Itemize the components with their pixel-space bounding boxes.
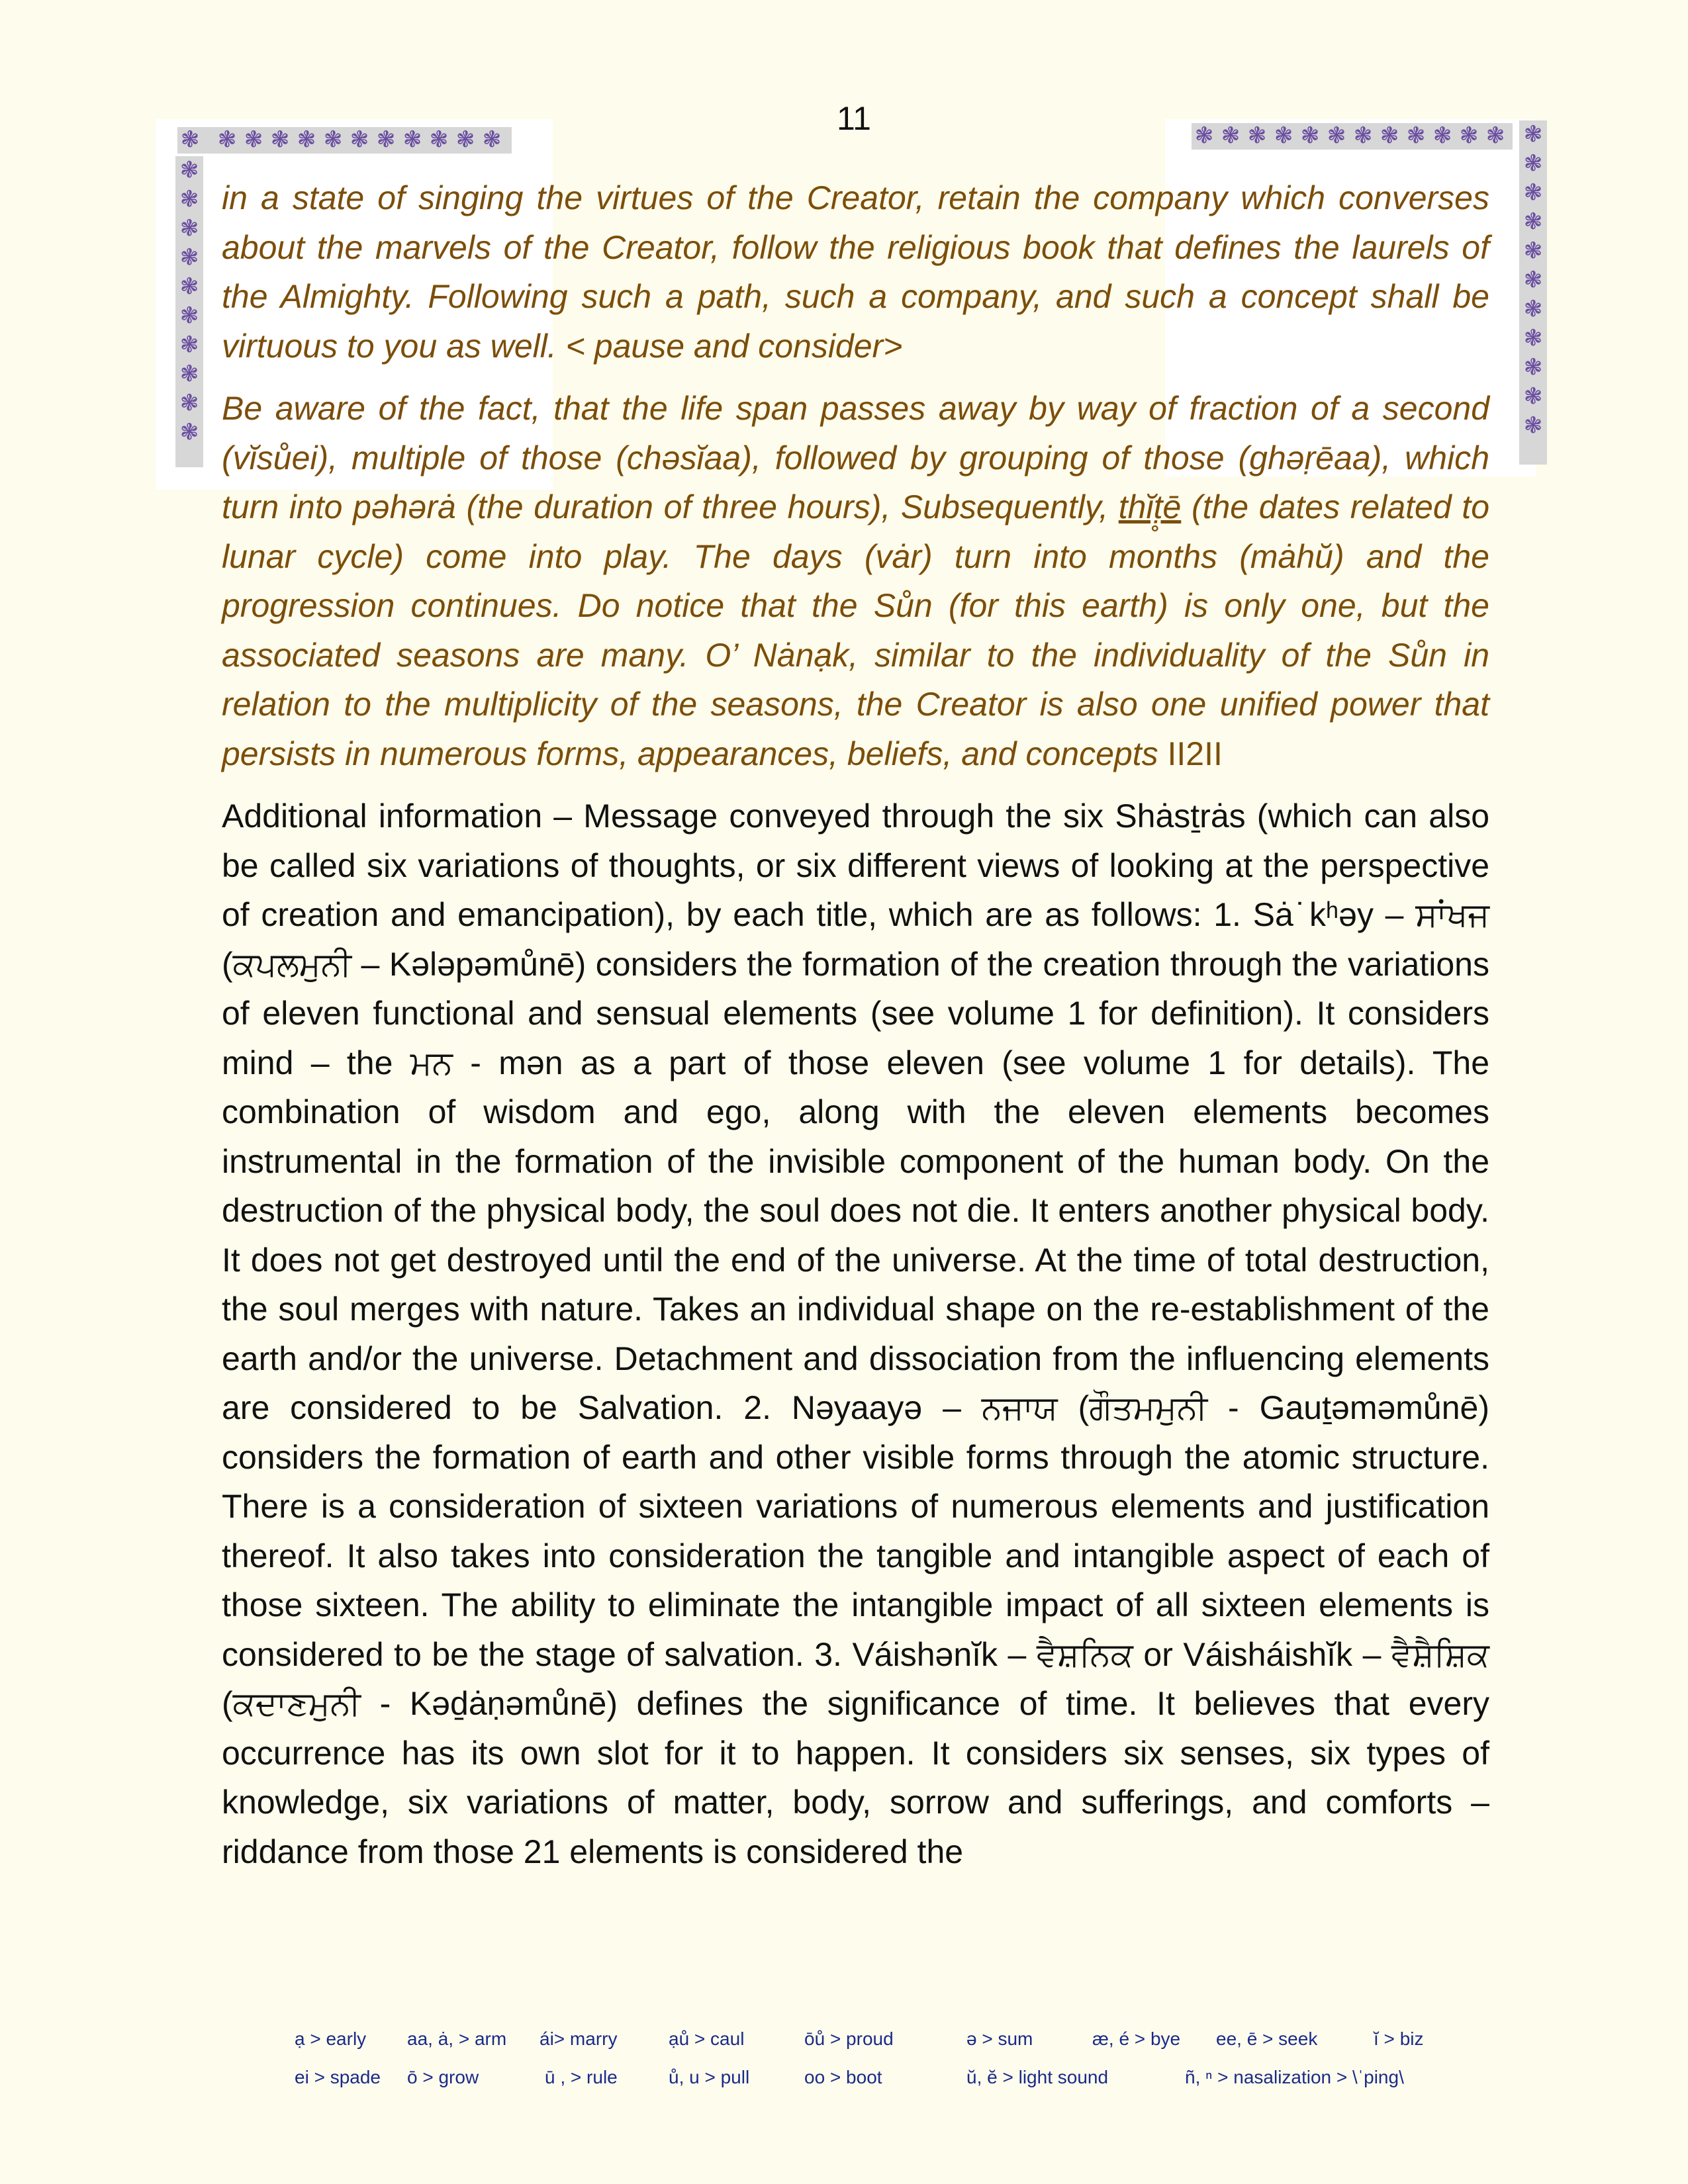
legend-row-2 bbox=[295, 2067, 1486, 2105]
legend-item: ə > sum bbox=[966, 2028, 1033, 2049]
star-icon: ❃ bbox=[1274, 122, 1293, 149]
legend-item: ō > grow bbox=[407, 2067, 479, 2087]
page-number: 11 bbox=[837, 100, 871, 137]
star-icon: ❃ bbox=[179, 390, 199, 416]
star-icon: ❃ bbox=[179, 332, 199, 358]
legend-item: ů, u > pull bbox=[669, 2067, 750, 2087]
star-icon: ❃ bbox=[179, 302, 199, 329]
paragraph-additional-info: Additional information – Message conveyed through the six Shȧsṯrȧs (which can also be called six variations of thoughts, or six different views of looking at the perspective of creation and emancipation), by each title, which are as follows: 1. Sȧ˙kʰəy – ਸਾਂਖਜ (ਕਪਲਮੁਨੀ – Kələpəmůnē) considers the formation of the creation through the variations of eleven functional and sensual elements (see volume 1 for definition). It considers mind – the ਮਨ - mən as a part of those eleven (see volume 1 for details). The combination of wisdom and ego, along with the eleven elements becomes instrumental in the formation of the invisible component of the human body. On the destruction of the physical body, the soul does not die. It enters another physical body. It does not get destroyed until the end of the universe. At the time of total destruction, the soul merges with nature. Takes an individual shape on the re-establishment of the earth and/or the universe. Detachment and dissociation from the influencing elements are considered to be Salvation. 2. Nəyaayə – ਨਜਾਯ (ਗੌਤਮਮੁਨੀ - Gauṯəməmůnē) considers the formation of earth and other visible forms through the atomic structure. There is a consideration of sixteen variations of numerous elements and justification thereof. It also takes into consideration the tangible and intangible aspect of each of those sixteen. The ability to eliminate the intangible impact of all sixteen elements is considered to be the stage of salvation. 3. Váishənĭk – ਵੈਸ਼ਨਿਕ or Váisháishĭk – ਵੈਸ਼ੈਸ਼ਿਕ (ਕਦਾਣਮੁਨੀ - Kəḏȧṇəmůnē) defines the significance of time. It believes that every occurrence has its own slot for it to happen. It considers six senses, six types of knowledge, six variations of matter, body, sorrow and sufferings, and comforts – riddance from those 21 elements is considered the bbox=[222, 797, 1489, 1870]
star-icon: ❃ bbox=[1300, 122, 1320, 149]
right-star-column bbox=[1519, 120, 1547, 465]
star-icon: ❃ bbox=[323, 126, 343, 153]
star-icon: ❃ bbox=[179, 419, 199, 445]
legend-item: ạ > early bbox=[295, 2028, 367, 2049]
lifespan-text-a: Be aware of the fact, that the life span passes away by way of fraction of a second (vĭsůei), multiple of those (chəsĭaa), followed by grouping of those (ghəṛēaa), which turn into pəhərȧ (the duration of three hours), Subsequently, bbox=[222, 390, 1489, 525]
star-icon: ❃ bbox=[1523, 325, 1543, 351]
pronunciation-legend bbox=[295, 2028, 1486, 2105]
star-icon: ❃ bbox=[402, 126, 422, 153]
star-icon: ❃ bbox=[297, 126, 316, 153]
star-icon: ❃ bbox=[179, 215, 199, 242]
star-icon: ❃ bbox=[244, 126, 263, 153]
star-icon: ❃ bbox=[179, 273, 199, 300]
top-left-star-band bbox=[177, 127, 512, 154]
star-icon: ❃ bbox=[1406, 122, 1426, 149]
star-icon: ❃ bbox=[1432, 122, 1452, 149]
lifespan-underlined-term: thĭṭ̥ē bbox=[1118, 488, 1182, 525]
star-icon: ❃ bbox=[179, 186, 199, 212]
left-star-column bbox=[175, 156, 203, 467]
star-icon: ❃ bbox=[179, 244, 199, 271]
page-body bbox=[222, 173, 1489, 1876]
legend-item: ōů > proud bbox=[804, 2028, 894, 2049]
legend-item: ái> marry bbox=[539, 2028, 618, 2049]
legend-item: ee, ē > seek bbox=[1216, 2028, 1318, 2049]
star-icon: ❃ bbox=[1485, 122, 1505, 149]
legend-item: æ, é > bye bbox=[1092, 2028, 1181, 2049]
paragraph-virtues: in a state of singing the virtues of the Creator, retain the company which converses about the marvels of the Creator, follow the religious book that defines the laurels of the Almighty. Following such a path, such a company, and such a concept shall be virtuous to you as well. < pause and consider> bbox=[222, 179, 1489, 365]
legend-item: ei > spade bbox=[295, 2067, 381, 2087]
star-icon: ❃ bbox=[1523, 238, 1543, 264]
star-icon: ❃ bbox=[1523, 354, 1543, 381]
legend-item: ŭ, ĕ > light sound bbox=[966, 2067, 1109, 2087]
star-icon: ❃ bbox=[376, 126, 396, 153]
legend-item: aa, ȧ, > arm bbox=[407, 2028, 507, 2049]
legend-item: ñ, ⁿ > nasalization > \ˈping\ bbox=[1185, 2067, 1404, 2087]
star-icon: ❃ bbox=[1523, 150, 1543, 177]
legend-row-1 bbox=[295, 2028, 1486, 2067]
star-icon: ❃ bbox=[1459, 122, 1479, 149]
star-icon: ❃ bbox=[429, 126, 449, 153]
star-icon: ❃ bbox=[1221, 122, 1241, 149]
star-icon: ❃ bbox=[350, 126, 369, 153]
star-icon: ❃ bbox=[1523, 179, 1543, 206]
legend-item: ĭ > biz bbox=[1374, 2028, 1424, 2049]
lifespan-text-b: (the dates related to lunar cycle) come into play. The days (vȧr) turn into months (mȧhŭ) and the progression continues. Do notice that the Sůn (for this earth) is only one, but the associated seasons are many. O’ Nȧnạk, similar to the individuality of the Sůn in relation to the multiplicity of the seasons, the Creator is also one unified power that persists in numerous forms, appearances, beliefs, and concepts bbox=[222, 488, 1489, 772]
legend-item: ạů > caul bbox=[669, 2028, 745, 2049]
star-icon: ❃ bbox=[179, 361, 199, 387]
star-icon: ❃ bbox=[1353, 122, 1373, 149]
star-icon: ❃ bbox=[1523, 121, 1543, 148]
star-icon: ❃ bbox=[455, 126, 475, 153]
star-icon: ❃ bbox=[1523, 208, 1543, 235]
star-icon: ❃ bbox=[1327, 122, 1346, 149]
star-icon: ❃ bbox=[270, 126, 290, 153]
paragraph-lifespan bbox=[222, 384, 1489, 778]
star-icon: ❃ bbox=[1523, 296, 1543, 322]
top-right-star-band bbox=[1192, 123, 1513, 150]
star-icon: ❃ bbox=[179, 157, 199, 183]
star-icon: ❃ bbox=[217, 126, 237, 153]
star-icon: ❃ bbox=[1247, 122, 1267, 149]
legend-item: ū , > rule bbox=[545, 2067, 618, 2087]
star-icon: ❃ bbox=[482, 126, 502, 153]
star-icon: ❃ bbox=[1380, 122, 1399, 149]
star-icon: ❃ bbox=[1194, 122, 1214, 149]
legend-item: oo > boot bbox=[804, 2067, 882, 2087]
star-icon: ❃ bbox=[1523, 383, 1543, 410]
star-icon: ❃ bbox=[180, 126, 200, 153]
star-icon: ❃ bbox=[1523, 412, 1543, 439]
verse-number: II2II bbox=[1167, 735, 1223, 772]
star-icon: ❃ bbox=[1523, 267, 1543, 293]
